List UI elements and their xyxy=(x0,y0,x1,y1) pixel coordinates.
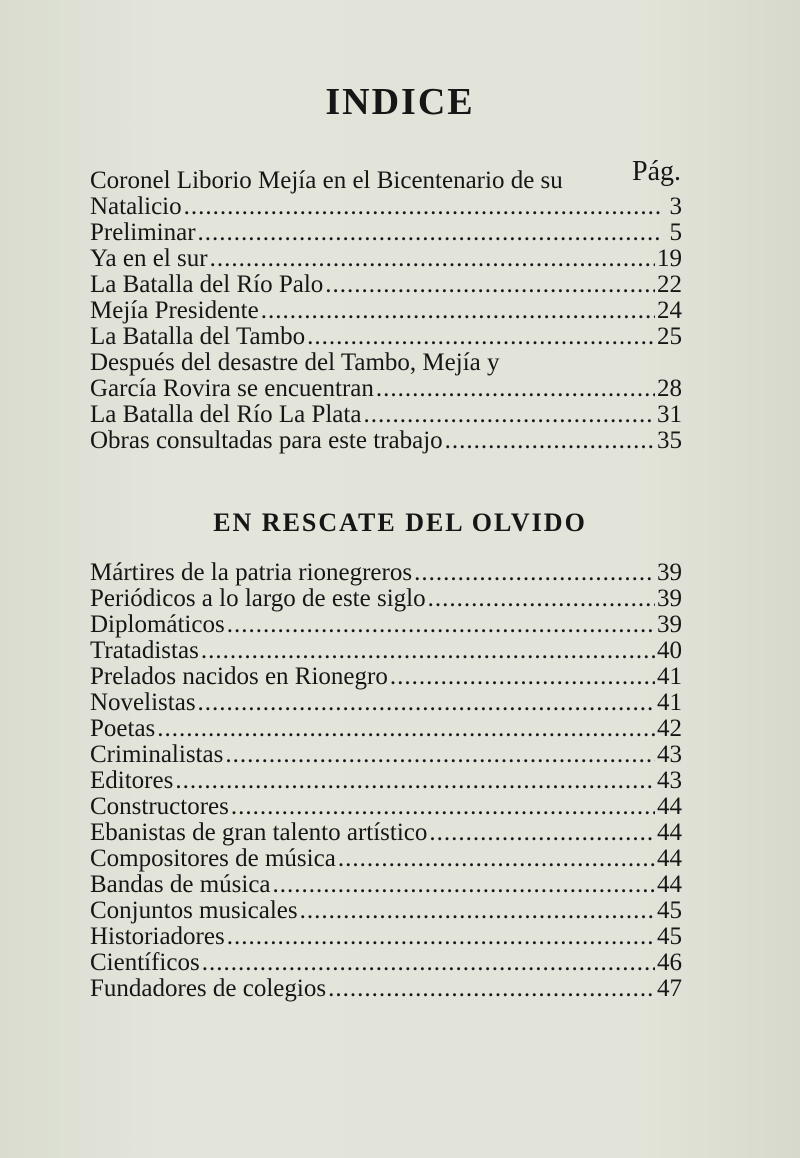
leader-dots xyxy=(390,664,655,690)
toc-entry-label: Mejía Presidente xyxy=(90,297,259,324)
toc-entry xyxy=(90,872,682,898)
toc-entry-line: Coronel Liborio Mejía en el Bicentenario de su xyxy=(90,167,563,194)
toc-entry xyxy=(90,950,682,976)
toc-entry-label: Compositores de música xyxy=(90,845,336,872)
toc-entry-page: 3 xyxy=(669,193,682,220)
toc-entry-page: 46 xyxy=(657,949,682,976)
toc-entry-page: 44 xyxy=(657,793,682,820)
toc-entry xyxy=(90,742,682,768)
toc-entry-page: 45 xyxy=(657,923,682,950)
toc-entry-page: 44 xyxy=(657,819,682,846)
toc-entry-label: Científicos xyxy=(90,949,200,976)
leader-dots xyxy=(231,794,655,820)
toc-entry xyxy=(90,690,682,716)
toc-entry-label: Prelados nacidos en Rionegro xyxy=(90,663,388,690)
toc-entry-page: 44 xyxy=(657,845,682,872)
toc-entry-page: 45 xyxy=(657,897,682,924)
toc-entry xyxy=(90,976,682,1002)
toc-entry-label: Natalicio xyxy=(90,193,182,220)
toc-entry-page: 25 xyxy=(657,323,682,350)
page-title: INDICE xyxy=(325,81,475,123)
toc-entry xyxy=(90,846,682,872)
toc-entry xyxy=(90,272,682,298)
leader-dots xyxy=(445,428,655,454)
toc-entry-label: La Batalla del Río Palo xyxy=(90,271,324,298)
page-column-label: Pág. xyxy=(632,156,681,187)
toc-entry-label: Ya en el sur xyxy=(90,245,208,272)
leader-dots xyxy=(300,898,655,924)
toc-entry xyxy=(90,586,682,612)
toc-entry-page: 43 xyxy=(657,767,682,794)
toc-entry-line: Después del desastre del Tambo, Mejía y xyxy=(90,349,500,376)
toc-entry xyxy=(90,898,682,924)
toc-entry-label: La Batalla del Tambo xyxy=(90,323,306,350)
section-heading: EN RESCATE DEL OLVIDO xyxy=(213,508,587,537)
toc-entry-page: 39 xyxy=(657,585,682,612)
leader-dots xyxy=(184,194,660,220)
leader-dots xyxy=(261,298,655,324)
toc-entry-label: Novelistas xyxy=(90,689,196,716)
leader-dots xyxy=(227,612,655,638)
leader-dots xyxy=(273,872,655,898)
leader-dots xyxy=(338,846,655,872)
leader-dots xyxy=(198,220,660,246)
toc-entry-page: 35 xyxy=(657,427,682,454)
toc-entry xyxy=(90,298,682,324)
toc-entry-page: 41 xyxy=(657,689,682,716)
toc-entry-page: 39 xyxy=(657,559,682,586)
toc-entry xyxy=(90,820,682,846)
leader-dots xyxy=(328,976,655,1002)
toc-entry xyxy=(90,376,682,402)
leader-dots xyxy=(157,716,655,742)
toc-entry-label: Fundadores de colegios xyxy=(90,975,327,1002)
toc-entry-label: Editores xyxy=(90,767,174,794)
toc-entry xyxy=(90,560,682,586)
toc-entry xyxy=(90,638,682,664)
toc-entry-label: Periódicos a lo largo de este siglo xyxy=(90,585,426,612)
toc-entry-label: Ebanistas de gran talento artístico xyxy=(90,819,428,846)
toc-entry-page: 44 xyxy=(657,871,682,898)
toc-entry xyxy=(90,768,682,794)
leader-dots xyxy=(414,560,655,586)
toc-entry xyxy=(90,924,682,950)
leader-dots xyxy=(227,924,655,950)
toc-entry-label: Conjuntos musicales xyxy=(90,897,298,924)
toc-entry-page: 41 xyxy=(657,663,682,690)
toc-entry xyxy=(90,794,682,820)
toc-entry xyxy=(90,402,682,428)
toc-entry xyxy=(90,324,682,350)
leader-dots xyxy=(307,324,655,350)
leader-dots xyxy=(175,768,655,794)
toc-entry-label: Preliminar xyxy=(90,219,196,246)
toc-entry-page: 24 xyxy=(657,297,682,324)
toc-entry xyxy=(90,220,682,246)
toc-entry xyxy=(90,246,682,272)
toc-entry xyxy=(90,664,682,690)
toc-entry-page: 42 xyxy=(657,715,682,742)
toc-entry-label: Bandas de música xyxy=(90,871,271,898)
leader-dots xyxy=(428,586,655,612)
toc-entry-label: La Batalla del Río La Plata xyxy=(90,401,362,428)
leader-dots xyxy=(210,246,655,272)
leader-dots xyxy=(202,950,655,976)
toc-entry-page: 5 xyxy=(669,219,682,246)
toc-entry xyxy=(90,612,682,638)
toc-entry-label: Obras consultadas para este trabajo xyxy=(90,427,443,454)
toc-entry-label: Poetas xyxy=(90,715,156,742)
toc-entry-page: 28 xyxy=(657,375,682,402)
toc-entry-page: 39 xyxy=(657,611,682,638)
toc-entry-label: Historiadores xyxy=(90,923,225,950)
leader-dots xyxy=(325,272,655,298)
toc-entry xyxy=(90,428,682,454)
leader-dots xyxy=(198,690,655,716)
toc-entry-page: 47 xyxy=(657,975,682,1002)
toc-entry-label: Constructores xyxy=(90,793,229,820)
toc-entry-page: 19 xyxy=(657,245,682,272)
toc-entry-label: García Rovira se encuentran xyxy=(90,375,374,402)
toc-entry xyxy=(90,716,682,742)
toc-entry-label: Criminalistas xyxy=(90,741,224,768)
toc-entry-page: 31 xyxy=(657,401,682,428)
toc-entry-label: Tratadistas xyxy=(90,637,199,664)
toc-entry-page: 43 xyxy=(657,741,682,768)
toc-entry-page: 22 xyxy=(657,271,682,298)
leader-dots xyxy=(201,638,655,664)
toc-entry-label: Diplomáticos xyxy=(90,611,225,638)
toc-section-main xyxy=(90,168,682,454)
leader-dots xyxy=(363,402,655,428)
leader-dots xyxy=(376,376,655,402)
toc-section-rescate xyxy=(90,560,682,1002)
toc-entry-label: Mártires de la patria rionegreros xyxy=(90,559,413,586)
toc-entry xyxy=(90,194,682,220)
leader-dots xyxy=(225,742,655,768)
leader-dots xyxy=(429,820,655,846)
toc-entry-page: 40 xyxy=(657,637,682,664)
